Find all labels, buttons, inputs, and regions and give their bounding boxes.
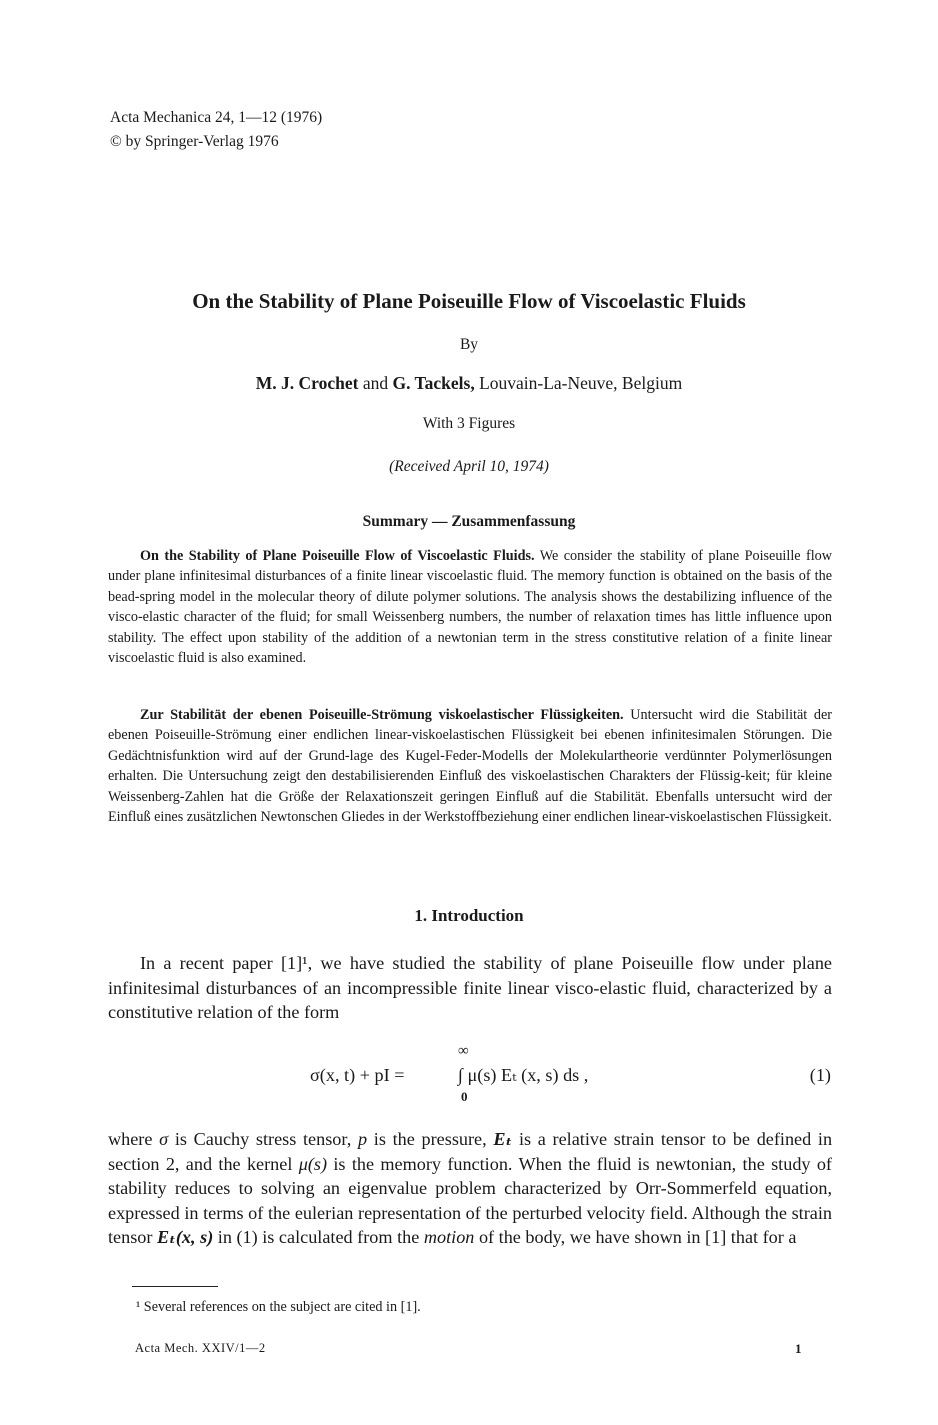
footnote-rule [132, 1286, 218, 1287]
equation-integrand: ∫ μ(s) Eₜ (x, s) ds , [458, 1065, 589, 1085]
abstract-german [108, 705, 832, 827]
symbol-Et: Eₜ [493, 1129, 513, 1149]
integral-lower-limit: 0 [461, 1089, 468, 1104]
abstract-german-text: Untersucht wird die Stabilität der ebenen Poiseuille-Strömung einer endlichen linear-viskoelastischen Flüssigkeit bei ebenen infinitesimalen Störungen. Die Gedächtnisfunktion wird auf der Grund-lage des Kugel-Feder-Modells der Molekulartheorie verdünnter Polymerlösungen erhalten. Die Untersuchung zeigt den destabilisierenden Einfluß des viskoelastischen Charakters der Flüssig-keit; für kleine Weissenberg-Zahlen hat die Größe der Relaxationszeit geringen Einfluß auf die Stabilität. Ebenfalls untersucht wird der Einfluß eines zusätzlichen Newtonschen Gliedes in der Werkstoffbeziehung einer endlichen linear-viskoelastischen Flüssigkeit. [108, 707, 833, 826]
journal-citation: Acta Mechanica 24, 1—12 (1976) [110, 109, 323, 126]
footer-journal: Acta Mech. XXIV/1—2 [135, 1341, 266, 1355]
figures-note: With 3 Figures [422, 415, 516, 432]
integral-upper-limit: ∞ [458, 1043, 469, 1059]
authors-line [0, 373, 938, 394]
equation-lhs: σ(x, t) + pI = [310, 1065, 405, 1085]
text-run: in (1) is calculated from the [217, 1227, 420, 1248]
page-number: 1 [795, 1341, 802, 1356]
journal-header [110, 106, 322, 154]
author-1: M. J. Crochet [255, 373, 359, 393]
byline: By [459, 336, 479, 353]
symbol-p: p [357, 1129, 368, 1149]
received-date: (Received April 10, 1974) [389, 458, 549, 475]
footnote-1: ¹ Several references on the subject are cited in [1]. [136, 1299, 421, 1315]
equation-number: (1) [809, 1065, 831, 1085]
intro-paragraph-2 [108, 1127, 832, 1250]
abstract-english-text: We consider the stability of plane Poiseuille flow under plane infinitesimal disturbances of a finite linear viscoelastic fluid. The memory function is obtained on the basis of the bead-spring model in the molecular theory of dilute polymer solutions. The analysis shows the destabilizing influence of the visco-elastic character of the fluid; for small Weissenberg numbers, the number of relaxation times has little influence upon stability. The effect upon stability of the addition of a newtonian term in the stress constitutive relation of a finite linear viscoelastic fluid is also examined. [108, 548, 833, 667]
equation-1 [300, 1043, 840, 1107]
author-2: G. Tackels, [392, 373, 475, 393]
intro-paragraph-1: In a recent paper [1]¹, we have studied the stability of plane Poiseuille flow under plane infinitesimal disturbances of an incompressible finite linear visco-elastic fluid, characterized by a constitutive relation of the form [108, 953, 832, 1023]
symbol-sigma: σ [159, 1129, 169, 1149]
abstract-german-lead: Zur Stabilität der ebenen Poiseuille-Strömung viskoelastischer Flüssigkeiten. [140, 707, 624, 723]
text-run: where [108, 1129, 153, 1149]
text-run: is the memory function. When the fluid is newtonian, the study of stability reduces to solving an eigenvalue problem characterized by Orr-Sommerfeld equation, expressed in terms of the eulerian representation of the perturbed velocity field. Although the strain tensor [108, 1153, 832, 1248]
word-motion: motion [423, 1227, 475, 1248]
paper-title: On the Stability of Plane Poiseuille Flow of Viscoelastic Fluids [192, 289, 746, 313]
text-run: is the pressure, [373, 1129, 487, 1149]
text-run: is a relative strain tensor to be defined in section 2, and the kernel [108, 1129, 833, 1174]
symbol-Etxs: Eₜ(x, s) [157, 1227, 214, 1248]
section-heading-introduction: 1. Introduction [414, 906, 524, 925]
authors-and: and [362, 373, 389, 393]
authors-location: Louvain-La-Neuve, Belgium [479, 373, 683, 393]
journal-copyright: © by Springer-Verlag 1976 [110, 133, 279, 150]
summary-heading: Summary — Zusammenfassung [362, 513, 576, 530]
symbol-mu: μ(s) [298, 1153, 328, 1174]
text-run: of the body, we have shown in [1] that for a [478, 1227, 797, 1248]
abstract-english-lead: On the Stability of Plane Poiseuille Flow of Viscoelastic Fluids. [140, 548, 535, 564]
text-run: is Cauchy stress tensor, [174, 1129, 352, 1149]
abstract-english [108, 546, 832, 668]
